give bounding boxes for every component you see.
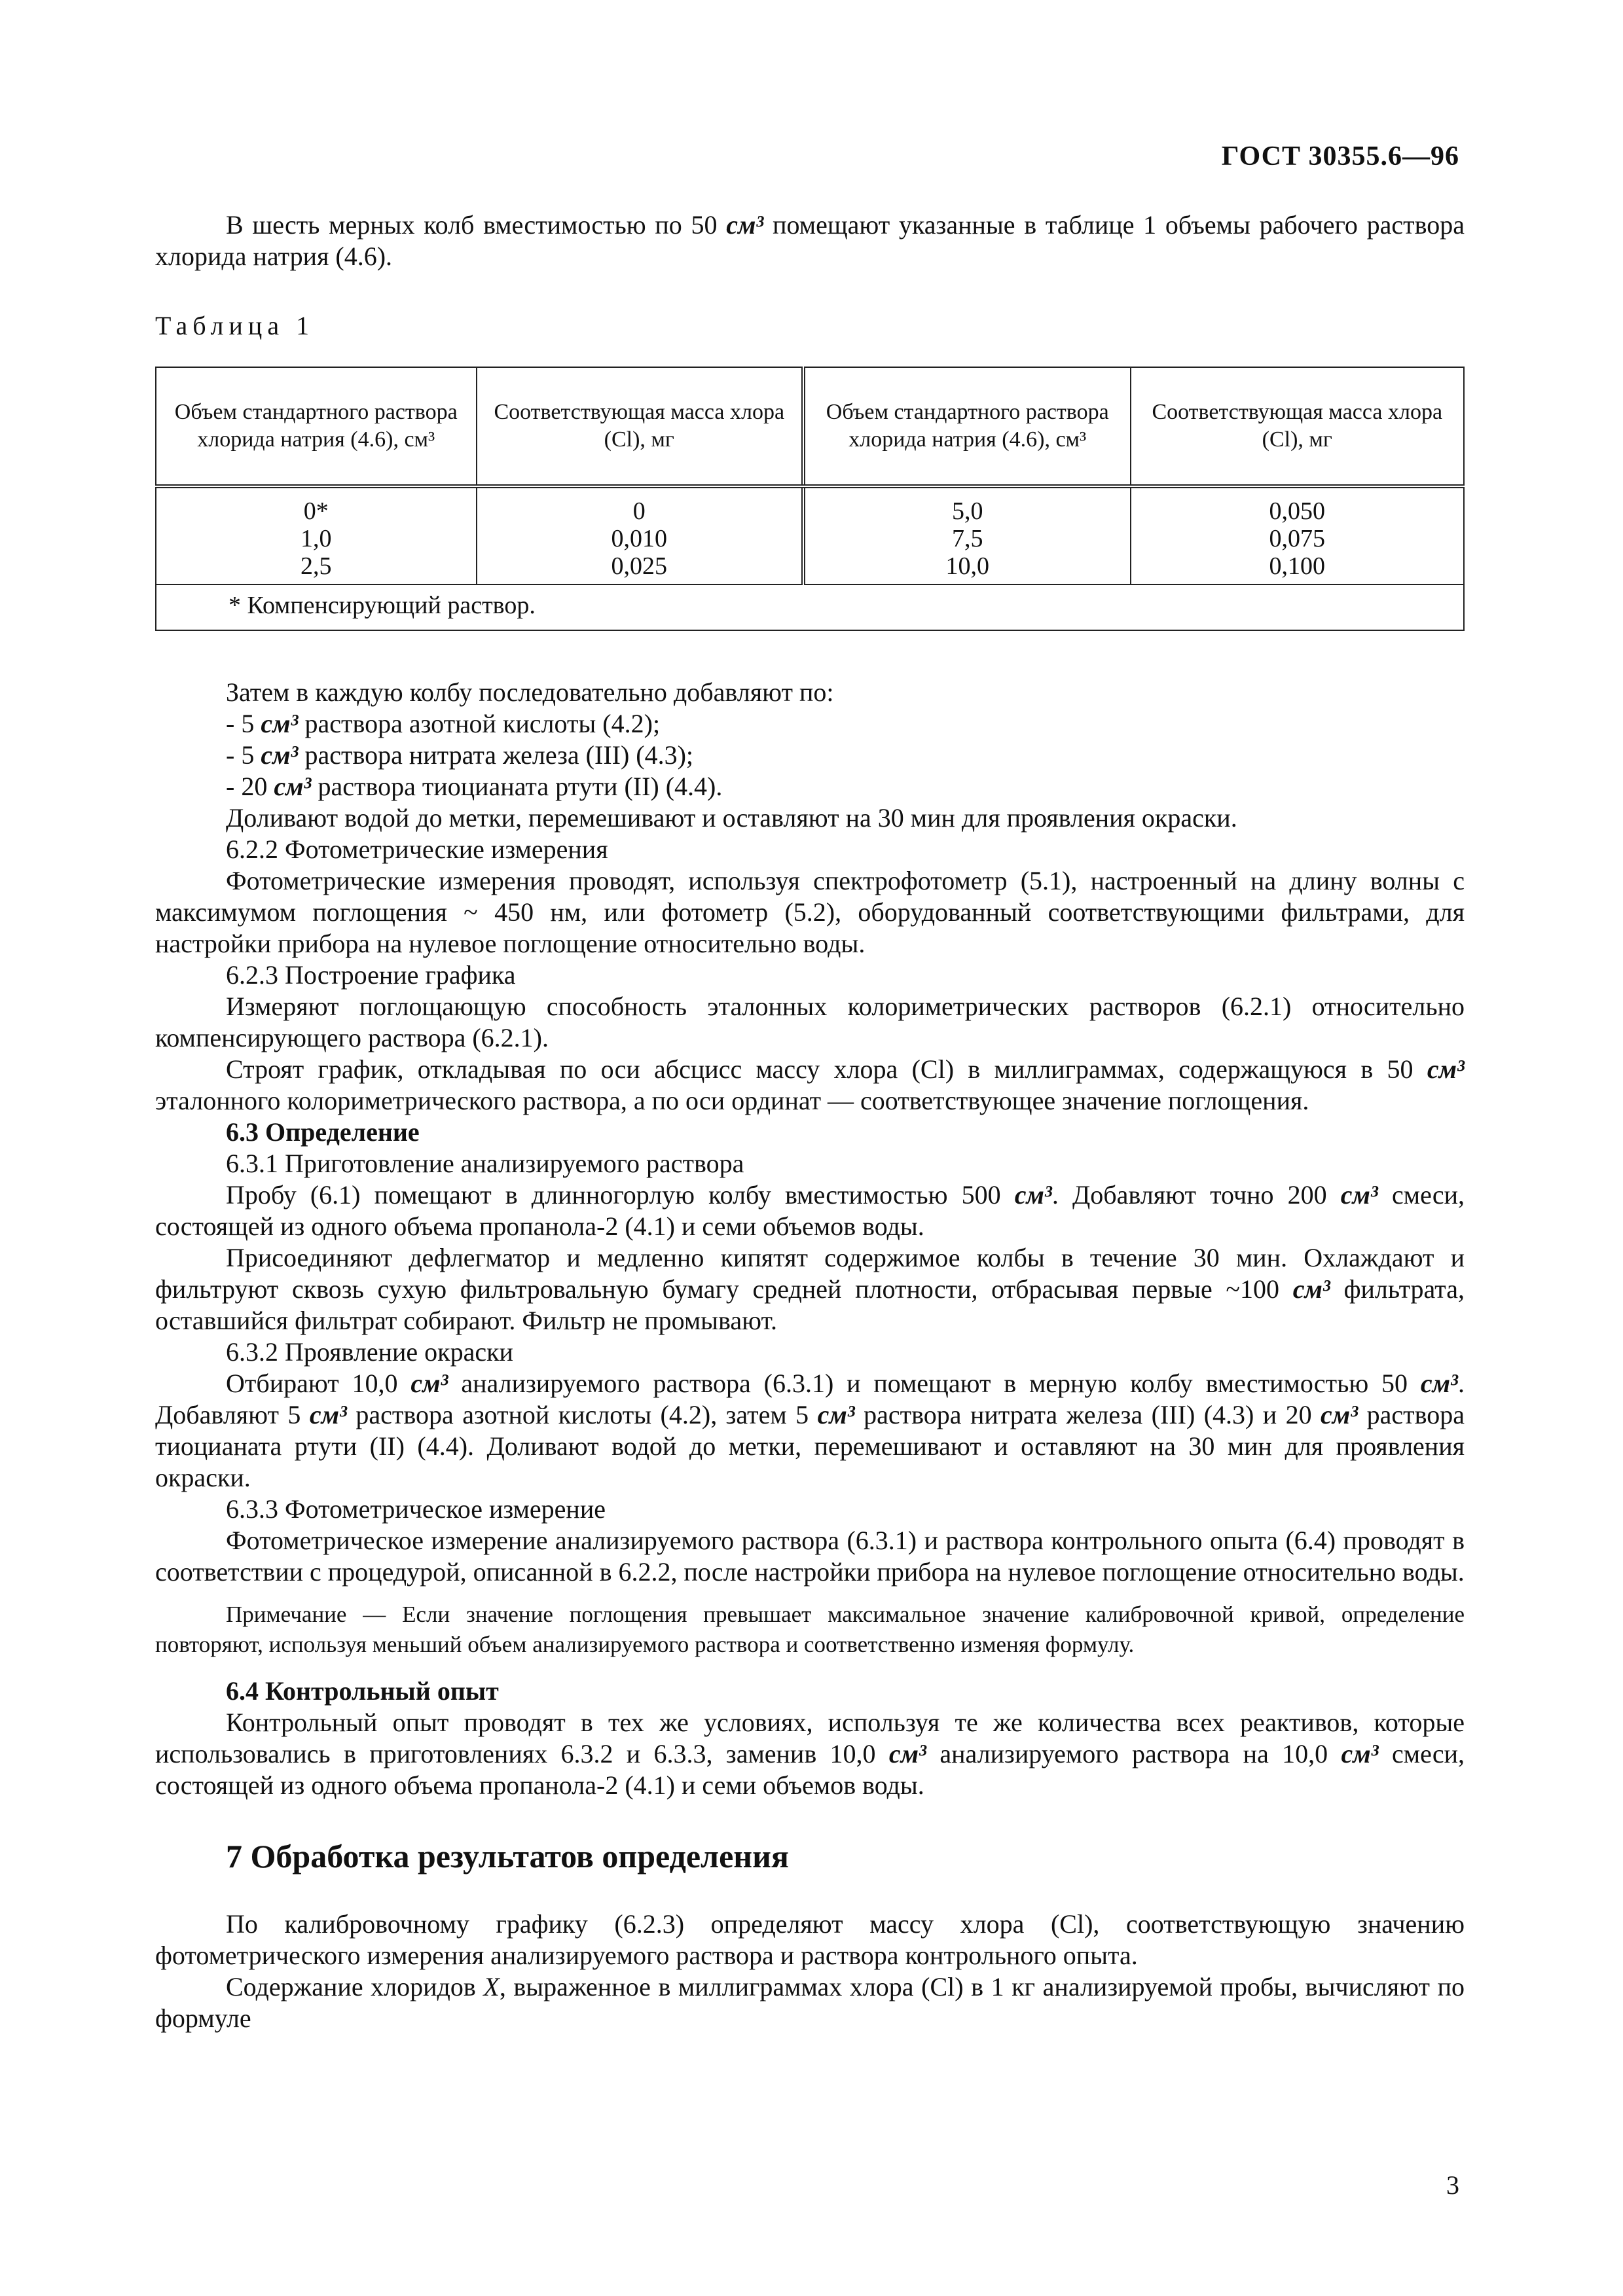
variable-symbol: X — [483, 1972, 500, 2001]
unit-symbol: см³ — [1341, 1739, 1379, 1768]
subsection-heading: 6.3.1 Приготовление анализируемого раствора — [226, 1149, 744, 1178]
text-fragment: раствора азотной кислоты (4.2); — [298, 709, 661, 738]
table-cell — [803, 486, 1131, 584]
text-fragment: анализируемого раствора на 10,0 — [926, 1739, 1341, 1768]
unit-symbol: см³ — [1427, 1054, 1465, 1084]
paragraph — [155, 1971, 1465, 2034]
text-fragment: помещают указанные в таблице 1 объемы рабочего раствора хлорида натрия (4.6). — [155, 210, 1465, 271]
unit-symbol: см³ — [261, 740, 299, 770]
cell-value: 5,0 — [952, 497, 983, 525]
intro-paragraph — [155, 209, 1465, 272]
unit-symbol: см³ — [817, 1400, 855, 1429]
unit-symbol: см³ — [410, 1369, 448, 1398]
text-fragment: смеси, состоящей из одного объема пропанола-2 (4.1) и семи объемов воды. — [155, 1739, 1465, 1800]
text-fragment: Отбирают 10,0 — [226, 1369, 411, 1398]
paragraph — [155, 1179, 1465, 1242]
table-header-cell: Объем стандартного раствора хлорида натрия (4.6), см³ — [803, 367, 1131, 486]
unit-symbol: см³ — [726, 210, 764, 240]
page-number: 3 — [1446, 2170, 1459, 2200]
text-fragment: раствора азотной кислоты (4.2), затем 5 — [346, 1400, 818, 1429]
body-text — [155, 677, 1465, 2034]
unit-symbol: см³ — [1420, 1369, 1459, 1398]
text-fragment: раствора тиоцианата ртути (II) (4.4). Доливают водой до метки, перемешивают и оставляют на 30 мин для проявления окраски. — [155, 1400, 1465, 1492]
table-1 — [155, 367, 1465, 631]
unit-symbol: см³ — [1340, 1180, 1378, 1210]
text-fragment: , выраженное в миллиграммах хлора (Cl) в 1 кг анализируемой пробы, вычисляют по формуле — [155, 1972, 1465, 2033]
cell-value: 1,0 — [301, 525, 332, 552]
text-fragment: . Добавляют 5 — [155, 1369, 1465, 1429]
text-fragment: Контрольный опыт проводят в тех же условиях, используя те же количества всех реактивов, которые использовались в приготовлениях 6.3.2 и 6.3.3, заменив 10,0 — [155, 1708, 1465, 1768]
text-fragment: эталонного колориметрического раствора, а по оси ординат — соответствующее значение поглощения. — [155, 1086, 1309, 1115]
table-label: Таблица 1 — [155, 311, 315, 340]
text-fragment: Присоединяют дефлегматор и медленно кипятят содержимое колбы в течение 30 мин. Охлаждают и фильтруют сквозь сухую фильтровальную бумагу средней плотности, отбрасывая первые ~100 — [155, 1243, 1465, 1304]
table-data-row — [156, 486, 1464, 584]
paragraph — [155, 1242, 1465, 1336]
paragraph: По калибровочному графику (6.2.3) определяют массу хлора (Cl), соответствующую значению фотометрического измерения анализируемого раствора и раствора контрольного опыта. — [155, 1909, 1465, 1970]
list-item — [155, 771, 1465, 802]
table-footnote: * Компенсирующий раствор. — [156, 584, 1464, 630]
text-fragment: смеси, состоящей из одного объема пропанола-2 (4.1) и семи объемов воды. — [155, 1180, 1465, 1241]
paragraph — [155, 1054, 1465, 1117]
subsection-heading: 6.3.3 Фотометрическое измерение — [226, 1494, 606, 1524]
paragraph: Измеряют поглощающую способность эталонных колориметрических растворов (6.2.1) относительно компенсирующего раствора (6.2.1). — [155, 992, 1465, 1052]
paragraph: Доливают водой до метки, перемешивают и оставляют на 30 мин для проявления окраски. — [226, 803, 1237, 833]
table-cell — [1131, 486, 1465, 584]
list-item — [155, 740, 1465, 771]
paragraph: Затем в каждую колбу последовательно добавляют по: — [226, 677, 834, 707]
cell-value: 2,5 — [301, 552, 332, 580]
cell-value: 0,050 — [1269, 497, 1325, 525]
cell-value: 0,075 — [1269, 525, 1325, 552]
cell-value: 0,010 — [611, 525, 667, 552]
text-fragment: В шесть мерных колб вместимостью по 50 — [226, 210, 727, 240]
text-fragment: Содержание хлоридов — [226, 1972, 484, 2001]
table-header-cell: Соответствующая масса хлора (Cl), мг — [477, 367, 804, 486]
paragraph — [155, 1707, 1465, 1801]
text-fragment: - 20 — [226, 772, 274, 801]
table-header-cell: Соответствующая масса хлора (Cl), мг — [1131, 367, 1465, 486]
cell-value: 10,0 — [945, 552, 989, 580]
unit-symbol: см³ — [1014, 1180, 1052, 1210]
cell-value: 0* — [303, 497, 329, 525]
text-fragment: Пробу (6.1) помещают в длинногорлую колбу вместимостью 500 — [226, 1180, 1015, 1210]
page-content — [155, 209, 1465, 2034]
text-fragment: - 5 — [226, 740, 261, 770]
subsection-heading: 6.2.3 Построение графика — [226, 960, 516, 990]
table-cell — [477, 486, 804, 584]
section-heading: 6.4 Контрольный опыт — [226, 1676, 499, 1706]
unit-symbol: см³ — [261, 709, 299, 738]
cell-value: 0,100 — [1269, 552, 1325, 580]
list-item — [155, 708, 1465, 740]
unit-symbol: см³ — [1321, 1400, 1359, 1429]
section-heading: 6.3 Определение — [226, 1117, 420, 1147]
text-fragment: раствора нитрата железа (III) (4.3) и 20 — [854, 1400, 1321, 1429]
document-header: ГОСТ 30355.6—96 — [1221, 141, 1459, 171]
table-header-cell: Объем стандартного раствора хлорида натрия (4.6), см³ — [156, 367, 477, 486]
table-header-row — [156, 367, 1464, 486]
text-fragment: анализируемого раствора (6.3.1) и помещают в мерную колбу вместимостью 50 — [448, 1369, 1421, 1398]
text-fragment: фильтрата, оставшийся фильтрат собирают. Фильтр не промывают. — [155, 1274, 1465, 1335]
chapter-heading: 7 Обработка результатов определения — [226, 1838, 789, 1874]
cell-value: 0,025 — [611, 552, 667, 580]
cell-value: 0 — [632, 497, 646, 525]
note: Примечание — Если значение поглощения превышает максимальное значение калибровочной кривой, определение повторяют, используя меньший объем анализируемого раствора и соответственно изменяя формулу. — [155, 1602, 1465, 1657]
subsection-heading: 6.3.2 Проявление окраски — [226, 1337, 513, 1367]
unit-symbol: см³ — [274, 772, 312, 801]
unit-symbol: см³ — [888, 1739, 927, 1768]
text-fragment: раствора тиоцианата ртути (II) (4.4). — [311, 772, 723, 801]
unit-symbol: см³ — [309, 1400, 347, 1429]
text-fragment: - 5 — [226, 709, 261, 738]
paragraph: Фотометрическое измерение анализируемого раствора (6.3.1) и раствора контрольного опыта (6.4) проводят в соответствии с процедурой, описанной в 6.2.2, после настройки прибора на нулевое поглощение относительно воды. — [155, 1526, 1465, 1587]
unit-symbol: см³ — [1292, 1274, 1330, 1304]
text-fragment: Строят график, откладывая по оси абсцисс массу хлора (Cl) в миллиграммах, содержащуюся в 50 — [226, 1054, 1427, 1084]
table-cell — [156, 486, 477, 584]
cell-value: 7,5 — [952, 525, 983, 552]
subsection-heading: 6.2.2 Фотометрические измерения — [226, 834, 608, 864]
paragraph — [155, 1368, 1465, 1494]
table-footnote-row — [156, 584, 1464, 630]
text-fragment: . Добавляют точно 200 — [1051, 1180, 1341, 1210]
paragraph: Фотометрические измерения проводят, используя спектрофотометр (5.1), настроенный на длину волны с максимумом поглощения ~ 450 нм, или фотометр (5.2), оборудованный соответствующими фильтрами, для настройки прибора на нулевое поглощение относительно воды. — [155, 866, 1465, 958]
text-fragment: раствора нитрата железа (III) (4.3); — [298, 740, 694, 770]
